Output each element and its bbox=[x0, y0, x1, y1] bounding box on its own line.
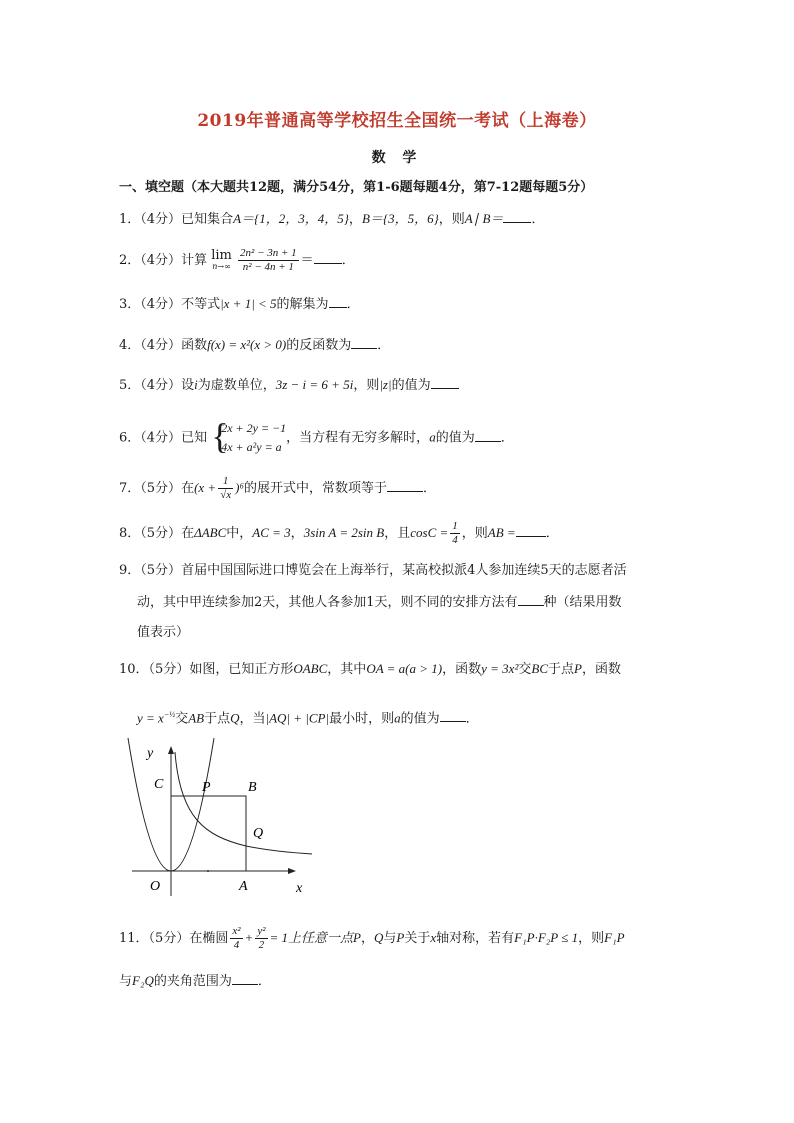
exam-title: 2019年普通高等学校招生全国统一考试（上海卷） bbox=[197, 111, 597, 131]
question-7: 7．（5分）在(x + $\frac{1}{√x}$ )⁶的展开式中，常数项等于 ． bbox=[119, 475, 437, 501]
question-1: 1．（4分）已知集合A＝{1，2，3，4，5}，B＝{3，5，6}，则A∣ B＝ ． bbox=[119, 211, 545, 227]
question-8: 8．（5分）在ΔABC中，AC = 3，3sin A = 2sin B，且cosC = $\frac{1}{4}$ ，则AB = ． bbox=[119, 520, 559, 546]
answer-blank bbox=[503, 209, 531, 223]
label-o: O bbox=[150, 879, 161, 894]
label-c: C bbox=[154, 777, 164, 792]
question-10-line-2: $y = x^{-\frac{1}{2}}$交AB于点Q，当|AQ| + |CP|最小时，则a的值为 ． bbox=[137, 710, 479, 727]
fraction: $\frac{\text{y²}}{2}$ bbox=[257, 925, 266, 951]
answer-blank bbox=[518, 592, 544, 606]
label-y: y bbox=[147, 746, 154, 761]
question-6: 6．（4分）已知 { 2x + 2y = −1 4x + a²y = a ，当方程有无穷多解时，a的值为 ． bbox=[119, 416, 514, 456]
answer-blank bbox=[314, 250, 342, 264]
question-10: 10．（5分）如图，已知正方形OABC，其中OA = a(a > 1)，函数y = 3x²交BC于点P，函数 bbox=[119, 661, 621, 677]
section-heading: 一、填空题（本大题共12题，满分54分，第1-6题每题4分，第7-12题每题5分） bbox=[119, 180, 594, 195]
question-5: 5．（4分）设i为虚数单位，3z − i = 6 + 5i，则|z|的值为 bbox=[119, 374, 459, 397]
label-a: A bbox=[239, 879, 248, 894]
answer-blank bbox=[232, 971, 258, 985]
square-function-figure bbox=[120, 738, 320, 898]
label-b: B bbox=[248, 780, 257, 795]
answer-blank bbox=[440, 708, 466, 722]
answer-blank bbox=[475, 428, 501, 442]
subject-heading: 数 学 bbox=[371, 150, 423, 166]
question-9-line-3: 值表示） bbox=[137, 625, 190, 640]
question-11: 11．（5分）在椭圆 $\frac{\text{x²}}{4}$ + $\frac{\text{y²}}{2}$ = 1上任意一点P，Q与P关于x轴对称，若有F₁P·F₂P ≤ 1，则F₁P bbox=[119, 925, 625, 951]
label-x: x bbox=[296, 881, 303, 896]
fraction: $\frac{\text{x²}}{4}$ bbox=[232, 925, 241, 951]
question-11-line-2: 与F₂Q的夹角范围为 ． bbox=[119, 973, 271, 989]
y-axis-arrow bbox=[168, 746, 174, 754]
label-p: P bbox=[202, 780, 211, 795]
answer-blank bbox=[351, 335, 377, 349]
x-axis-arrow bbox=[288, 868, 296, 874]
fraction: $\frac{1}{4}$ bbox=[452, 520, 458, 546]
question-3: 3．（4分）不等式|x + 1| < 5的解集为 ． bbox=[119, 296, 360, 312]
answer-blank bbox=[329, 294, 347, 308]
answer-blank bbox=[387, 478, 423, 492]
question-2: 2．（4分）计算 lim n→∞ $\frac{\text{2n² − 3n + 1}}{\text{n² − 4n + 1}}$ ＝ ． bbox=[119, 247, 355, 273]
question-9: 9．（5分）首届中国国际进口博览会在上海举行，某高校拟派4人参加连续5天的志愿者活 bbox=[119, 563, 627, 578]
answer-blank bbox=[431, 375, 459, 389]
question-9-line-2: 动，其中甲连续参加2天，其他人各参加1天，则不同的安排方法有 种（结果用数 bbox=[137, 592, 622, 614]
answer-blank bbox=[516, 523, 546, 537]
power-curve bbox=[175, 752, 312, 854]
x-axis-tick bbox=[207, 870, 209, 872]
fraction: $\frac{1}{√x}$ bbox=[220, 475, 232, 501]
question-4: 4．（4分）函数f(x) = x²(x > 0)的反函数为 ． bbox=[119, 337, 391, 353]
label-q: Q bbox=[253, 826, 264, 841]
limit-symbol: lim n→∞ bbox=[211, 247, 232, 271]
fraction: $\frac{\text{2n² − 3n + 1}}{\text{n² − 4n + 1}}$ bbox=[240, 247, 297, 273]
equation-system: { 2x + 2y = −1 4x + a²y = a bbox=[211, 416, 287, 456]
square-oabc bbox=[171, 796, 246, 871]
